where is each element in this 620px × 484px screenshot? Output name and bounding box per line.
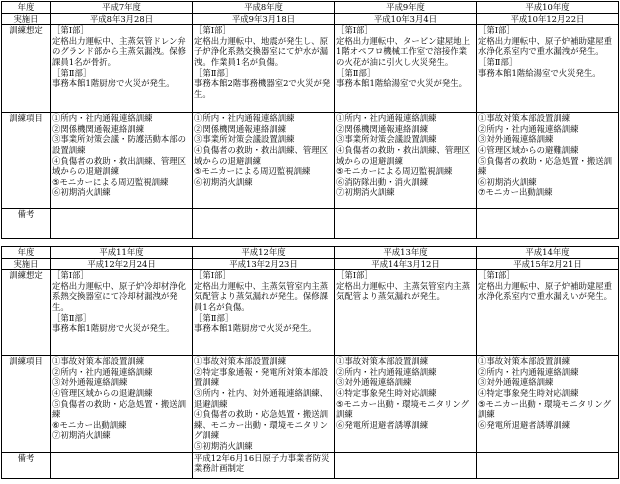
remarks-header: 備考 xyxy=(2,209,51,239)
year-header: 年度 xyxy=(2,247,51,259)
remarks-cell xyxy=(477,209,619,239)
remarks-cell xyxy=(193,209,335,239)
items-header: 訓練項目 xyxy=(2,356,51,452)
items-row xyxy=(2,356,619,452)
items-cell: ①所内・社内通報連絡訓練 ②関係機関通報連絡訓練 ③事業所対策会議設置訓練 ④負傷者の救助・救出訓練、管理区域からの退避訓練 ⑤モニカーによる周辺監視訓練 ⑥消防隊出動・消火訓練 ⑦初期消火訓練 xyxy=(335,113,477,209)
scenario-cell: ［第Ⅰ部］ 定格出力運転中、主蒸気管室内主蒸気配管より蒸気漏れが発生。 xyxy=(335,270,477,356)
date-cell: 平成10年12月22日 xyxy=(477,13,619,25)
scenario-row xyxy=(2,270,619,356)
remarks-cell xyxy=(335,452,477,478)
items-cell: ①事故対策本部設置訓練 ②所内・社内通報連絡訓練 ③対外通報連絡訓練 ④特定事象発生時対応訓練 ⑤モニカー出動・環境モニタリング訓練 ⑥発電所退避者誘導訓練 xyxy=(477,356,619,452)
date-cell: 平成13年2月23日 xyxy=(193,258,335,270)
drill-table-top xyxy=(1,1,619,239)
remarks-row xyxy=(2,209,619,239)
year-cell: 平成10年度 xyxy=(477,2,619,14)
scenario-cell: ［第Ⅰ部］ 定格出力運転中、主蒸気管ドレン弁のグランド部から主蒸気漏洩。保修課員1名が骨折。 ［第Ⅱ部］ 事務本館1階厨房で火災が発生。 xyxy=(51,25,193,113)
items-cell: ①事故対策本部設置訓練 ②所内・社内通報連絡訓練 ③対外通報連絡訓練 ④特定事象発生時対応訓練 ⑤モニカー出動・環境モニタリング訓練 ⑥発電所退避者誘導訓練 xyxy=(335,356,477,452)
remarks-cell xyxy=(51,209,193,239)
remarks-cell: 平成12年6月16日原子力事業者防災業務計画制定 xyxy=(193,452,335,478)
year-cell: 平成7年度 xyxy=(51,2,193,14)
year-cell: 平成13年度 xyxy=(335,247,477,259)
date-cell: 平成10年3月4日 xyxy=(335,13,477,25)
scenario-cell: ［第Ⅰ部］ 定格出力運転中、主蒸気管室内主蒸気配管より蒸気漏れが発生。保修課員1名が負傷。 ［第Ⅱ部］ 事務本館1階厨房で火災が発生。 xyxy=(193,270,335,356)
date-cell: 平成15年2月21日 xyxy=(477,258,619,270)
year-cell: 平成8年度 xyxy=(193,2,335,14)
date-cell: 平成9年3月18日 xyxy=(193,13,335,25)
date-cell: 平成12年2月24日 xyxy=(51,258,193,270)
date-cell: 平成14年3月12日 xyxy=(335,258,477,270)
scenario-row xyxy=(2,25,619,113)
year-header: 年度 xyxy=(2,2,51,14)
scenario-cell: ［第Ⅰ部］ 定格出力運転中、原子炉冷却材浄化系熱交換器室にて冷却材漏洩が発生。 ［第Ⅱ部］ 事務本館1階厨房で火災が発生。 xyxy=(51,270,193,356)
drill-table-bottom xyxy=(1,246,619,479)
remarks-cell xyxy=(51,452,193,478)
year-cell: 平成9年度 xyxy=(335,2,477,14)
year-cell: 平成12年度 xyxy=(193,247,335,259)
remarks-cell xyxy=(335,209,477,239)
scenario-cell: ［第Ⅰ部］ 定格出力運転中、地震が発生し、原子炉浄化系熱交換器室にて炉水が漏洩。作業員1名が負傷。 ［第Ⅱ部］ 事務本館2階事務機器室2で火災が発生。 xyxy=(193,25,335,113)
year-cell: 平成11年度 xyxy=(51,247,193,259)
items-cell: ①所内・社内通報連絡訓練 ②関係機関通報連絡訓練 ③事業所対策会議設置訓練 ④負傷者の救助・救出訓練、管理区域からの退避訓練 ⑤モニカーによる周辺監視訓練 ⑥初期消火訓練 xyxy=(193,113,335,209)
remarks-header: 備考 xyxy=(2,452,51,478)
date-header: 実施日 xyxy=(2,13,51,25)
year-row xyxy=(2,2,619,14)
items-cell: ①事故対策本部設置訓練 ②特定事象通報・発電所対策本部設置訓練 ③所内・社内、対外通報連絡訓練、退避訓練 ④負傷者の救助・応急処置・搬送訓練、モニカー出動・環境モニタリング訓練 ⑤初期消火訓練 xyxy=(193,356,335,452)
scenario-cell: ［第Ⅰ部］ 定格出力運転中、タービン建屋地上1階オペフロ機械工作室で溶接作業の火花が油に引火し火災発生。 ［第Ⅱ部］ 事務本館1階給湯室で火災が発生。 xyxy=(335,25,477,113)
items-cell: ①事故対策本部設置訓練 ②所内・社内通報連絡訓練 ③対外通報連絡訓練 ④管理区域からの避難訓練 ⑤負傷者の救助・応急処置・搬送訓練 ⑥初期消火訓練 ⑦モニカー出動訓練 xyxy=(477,113,619,209)
scenario-cell: ［第Ⅰ部］ 定格出力運転中、原子炉補助建屋重水浄化系室内で重水漏えいが発生。 xyxy=(477,270,619,356)
year-cell: 平成14年度 xyxy=(477,247,619,259)
remarks-cell xyxy=(477,452,619,478)
date-row xyxy=(2,258,619,270)
date-row xyxy=(2,13,619,25)
items-header: 訓練項目 xyxy=(2,113,51,209)
items-row xyxy=(2,113,619,209)
remarks-row xyxy=(2,452,619,478)
year-row xyxy=(2,247,619,259)
date-header: 実施日 xyxy=(2,258,51,270)
scenario-header: 訓練想定 xyxy=(2,25,51,113)
items-cell: ①事故対策本部設置訓練 ②所内・社内通報連絡訓練 ③対外通報連絡訓練 ④管理区域からの退避訓練 ⑤負傷者の救助・応急処置・搬送訓練 ⑥モニカー出動訓練 ⑦初期消火訓練 xyxy=(51,356,193,452)
scenario-cell: ［第Ⅰ部］ 定格出力運転中、原子炉補助建屋重水浄化系室内で重水漏洩が発生。 ［第Ⅱ部］ 事務本館1階給湯室で火災発生。 xyxy=(477,25,619,113)
scenario-header: 訓練想定 xyxy=(2,270,51,356)
date-cell: 平成8年3月28日 xyxy=(51,13,193,25)
items-cell: ①所内・社内通報連絡訓練 ②関係機関通報連絡訓練 ③事業所対策会議・防護活動本部の設置訓練 ④負傷者の救助・救出訓練、管理区域からの退避訓練 ⑤モニカーによる周辺監視訓練 ⑥初期消火訓練 xyxy=(51,113,193,209)
